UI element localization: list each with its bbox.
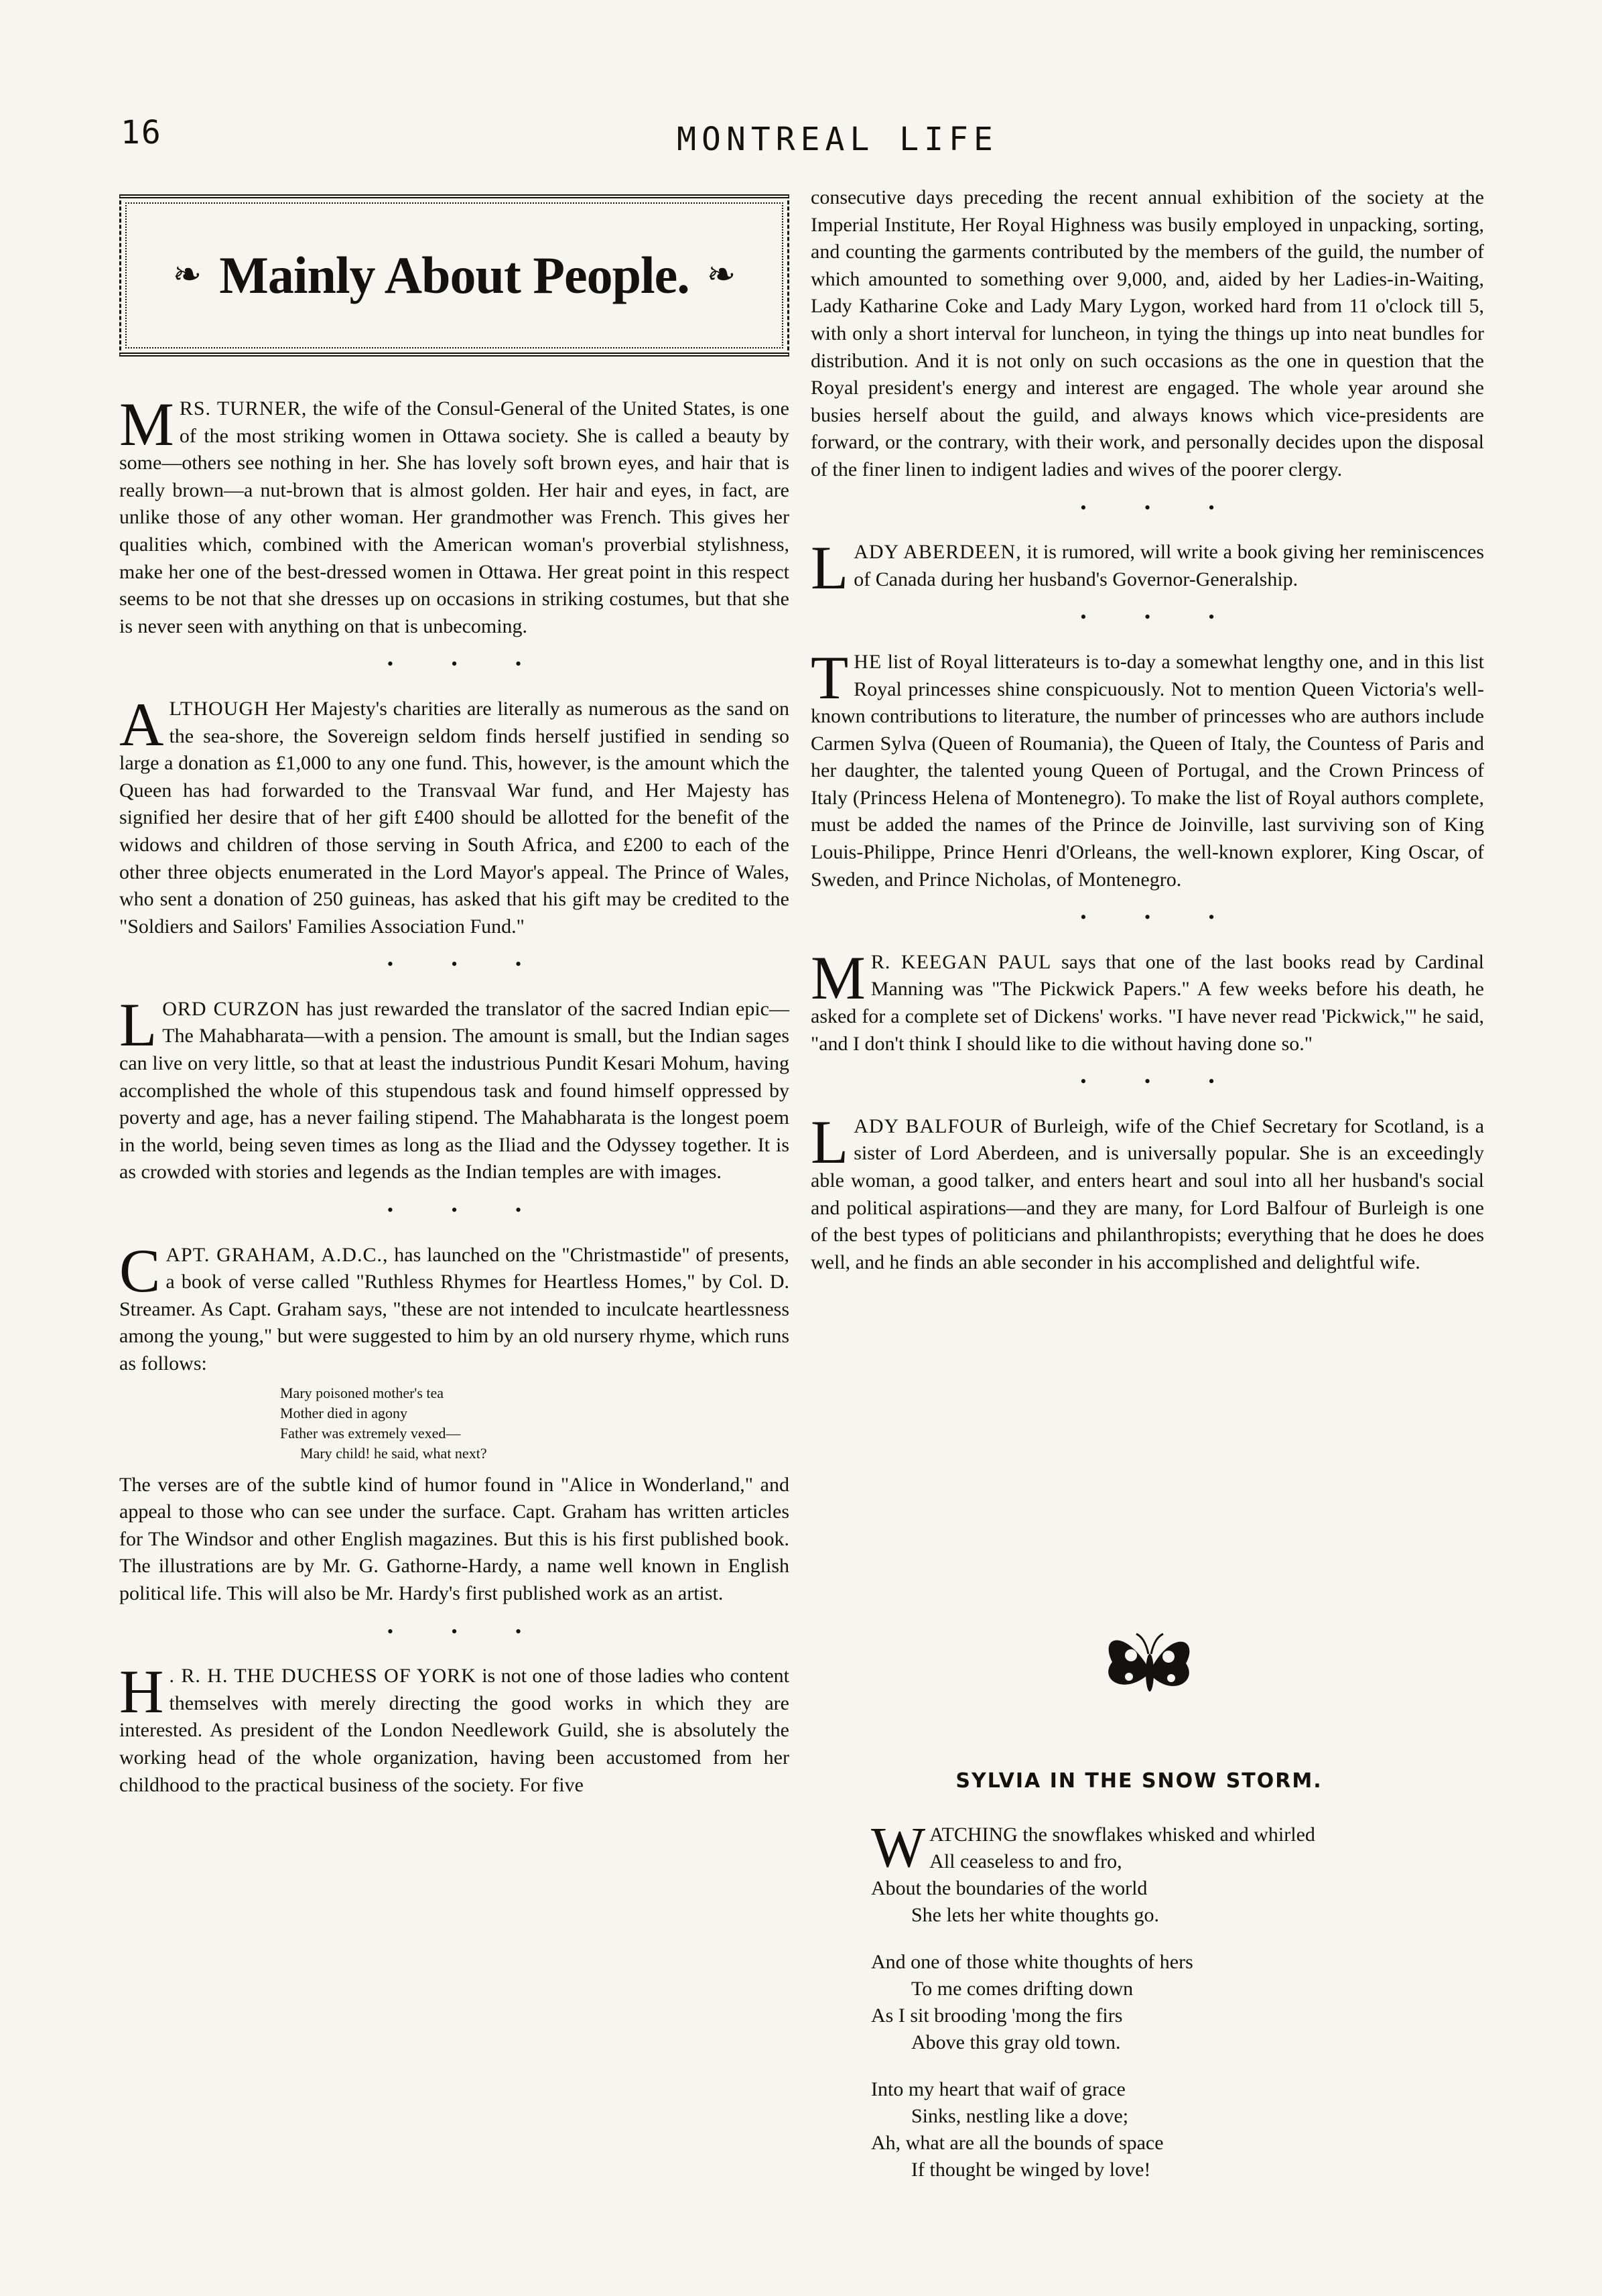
section-separator: • • • xyxy=(1080,497,1242,517)
drop-cap: M xyxy=(811,943,866,1012)
poem-line: Into my heart that waif of grace xyxy=(871,2078,1126,2100)
verse-line: Mary child! he said, what next? xyxy=(300,1444,487,1462)
drop-cap: L xyxy=(119,990,157,1059)
poem-line: If thought be winged by love! xyxy=(911,2159,1151,2181)
article-continuation: consecutive days preceding the recent annual exhibition of the society at the Imperial Institute, Her Royal Highness was busily employed in unpacking, sorting, and counting the garments contributed by the members of the guild, the number of which amounted to something over 9,000, and, aided by her Ladies-in-Waiting, Lady Katharine Coke and Lady Mary Lygon, worked hard from 11 o'clock till 5, with only a short interval for luncheon, in tying the things up into neat bundles for distribution. And it is not only on such occasions as the one in question that the Royal president's energy and interest are engaged. The whole year around she busies herself about the guild, and always knows which vice-presidents are forward, or the contrary, with their work, and personally decides upon the disposal of the finer linen to indigent ladies and wives of the poorer clergy. xyxy=(811,186,1484,481)
verse-line: Father was extremely vexed— xyxy=(280,1424,461,1442)
section-title-box xyxy=(119,194,789,357)
fleuron-left-icon: ❧ xyxy=(172,255,202,294)
poem-line: All ceaseless to and fro, xyxy=(929,1850,1122,1872)
left-column xyxy=(119,194,789,1799)
article-item: LADY BALFOUR of Burleigh, wife of the Chief Secretary for Scotland, is a sister of Lord Aberdeen, and is universally popular. She is an exceedingly able woman, a good talker, and enters heart and soul into all her husband's social and political aspirations—and they are many, for Lord Balfour of Burleigh is one of the best types of politicians and philanthropists; everything that he does he does well, and he finds an able seconder in his accomplished and delightful wife. xyxy=(811,1107,1485,1273)
article-item: MRS. TURNER, the wife of the Consul-General of the United States, is one of the most striking women in Ottawa society. She is called a beauty by some—others see nothing in her. She has lovely soft brown eyes, and hair that is really brown—a nut-brown that is almost golden. Her hair and eyes, in fact, are unlike those of any other woman. Her grandmother was French. This gives her qualities which, combined with the American woman's proverbial stylishness, make her one of the best-dressed women in Ottawa. Her great point in this respect seems to be not that she dresses up on occasions in striking costumes, but that she is never seen with anything on that is unbecoming. xyxy=(119,390,789,637)
drop-cap: W xyxy=(871,1815,926,1879)
drop-cap: T xyxy=(811,643,849,712)
poem xyxy=(871,1768,1407,2204)
article-item: LADY ABERDEEN, it is rumored, will write a book giving her reminiscences of Canada during her husband's Governor-Generalship. xyxy=(811,533,1484,602)
poem-line: To me comes drifting down xyxy=(911,1978,1134,2000)
page-number: 16 xyxy=(121,114,162,151)
drop-cap: C xyxy=(119,1236,161,1305)
butterfly-ornament-icon xyxy=(1099,1622,1199,1709)
article-item: LORD CURZON has just rewarded the translator of the sacred Indian epic—The Mahabharata—with a pension. The amount is small, but the Indian sages can live on very little, so that at least the industrious Pundit Kesari Mohum, having accomplished the whole of this stupendous task and found himself oppressed by poverty and age, has a never failing stipend. The Mahabharata is the longest poem in the world, being seven times as long as the Iliad and the Odyssey together. It is as crowded with stories and legends as the Indian temples are with images. xyxy=(119,990,789,1184)
poem-line: She lets her white thoughts go. xyxy=(911,1904,1159,1926)
section-separator: • • • xyxy=(387,1621,549,1641)
verse-line: Mother died in agony xyxy=(280,1404,408,1421)
running-head: MONTREAL LIFE xyxy=(677,121,998,158)
section-title: Mainly About People. xyxy=(219,245,689,304)
drop-cap: L xyxy=(811,533,849,602)
poem-line: Sinks, nestling like a dove; xyxy=(911,2105,1129,2127)
poem-stanza xyxy=(871,1815,1407,1929)
poem-line: As I sit brooding 'mong the firs xyxy=(871,2004,1123,2027)
article-item: CAPT. GRAHAM, A.D.C., has launched on the "Christmastide" of presents, a book of verse called "Ruthless Rhymes for Heartless Homes," by Col. D. Streamer. As Capt. Graham says, "these are not intended to inculcate heartlessness among the young," but were suggested to him by an old nursery rhyme, which runs as follows: xyxy=(119,1236,789,1375)
article-item: M R. KEEGAN PAUL says that one of the last books read by Cardinal Manning was "The Pickwick Papers." A few weeks before his death, he asked for a complete set of Dickens' works. "I have never read 'Pickwick,'" he said, "and I don't think I should like to die without having done so." xyxy=(811,943,1484,1055)
article-item: THE list of Royal litterateurs is to-day a somewhat lengthy one, and in this list Royal princesses shine conspicuously. Not to mention Queen Victoria's well-known contributions to literature, the number of princesses who are authors include Carmen Sylva (Queen of Roumania), the Queen of Italy, the Countess of Paris and her daughter, the talented young Queen of Portugal, and the Crown Princess of Italy (Princess Helena of Montenegro). To make the list of Royal authors complete, must be added the names of the Prince de Joinville, last surviving son of King Louis-Philippe, Prince Henri d'Orleans, the well-known explorer, King Oscar, of Sweden, and Prince Nicholas, of Montenegro. xyxy=(811,643,1484,891)
right-column xyxy=(811,184,1484,1276)
poem-line: Ah, what are all the bounds of space xyxy=(871,2132,1164,2154)
nursery-rhyme-quote xyxy=(280,1383,789,1464)
poem-stanza xyxy=(871,2076,1407,2183)
poem-line: ATCHING the snowflakes whisked and whirled xyxy=(929,1824,1315,1846)
section-separator: • • • xyxy=(1080,1072,1242,1092)
poem-line: About the boundaries of the world xyxy=(871,1877,1148,1899)
fleuron-right-icon: ❧ xyxy=(706,255,736,294)
drop-cap: H xyxy=(119,1657,164,1726)
article-item: ALTHOUGH Her Majesty's charities are literally as numerous as the sand on the sea-shore, the Sovereign seldom finds herself justified in sending so large a donation as £1,000 to any one fund. This, however, is the amount which the Queen has had forwarded to the Transvaal War fund, and Her Majesty has signified her desire that of her gift £400 should be allotted for the benefit of the widows and children of those serving in South Africa, and £200 to each of the other three objects enumerated in the Lord Mayor's appeal. The Prince of Wales, who sent a donation of 250 guineas, has asked that his gift may be credited to the "Soldiers and Sailors' Families Association Fund." xyxy=(119,690,789,938)
drop-cap: A xyxy=(119,690,164,759)
section-separator: • • • xyxy=(1080,907,1242,928)
section-separator: • • • xyxy=(387,654,549,674)
article-item: H . R. H. THE DUCHESS OF YORK is not one of those ladies who content themselves with merely directing the good works in which they are interested. As president of the London Needlework Guild, she is absolutely the working head of the whole organization, having been accustomed from her childhood to the practical business of the society. For five xyxy=(119,1657,790,1796)
poem-stanza xyxy=(871,1949,1407,2056)
poem-line: And one of those white thoughts of hers xyxy=(871,1951,1193,1973)
poem-line: Above this gray old town. xyxy=(911,2031,1121,2053)
section-separator: • • • xyxy=(387,954,549,974)
article-paragraph: The verses are of the subtle kind of humor found in "Alice in Wonderland," and appeal to those who can see under the surface. Capt. Graham has written articles for The Windsor and other English magazines. But this is his first published book. The illustrations are by Mr. G. Gathorne-Hardy, a name well known in English political life. This will also be Mr. Hardy's first published work as an artist. xyxy=(119,1473,789,1604)
poem-title: SYLVIA IN THE SNOW STORM. xyxy=(955,1769,1323,1793)
verse-line: Mary poisoned mother's tea xyxy=(280,1384,444,1401)
drop-cap: M xyxy=(119,390,174,458)
section-separator: • • • xyxy=(387,1200,549,1220)
drop-cap: L xyxy=(811,1107,849,1176)
section-separator: • • • xyxy=(1080,607,1242,627)
